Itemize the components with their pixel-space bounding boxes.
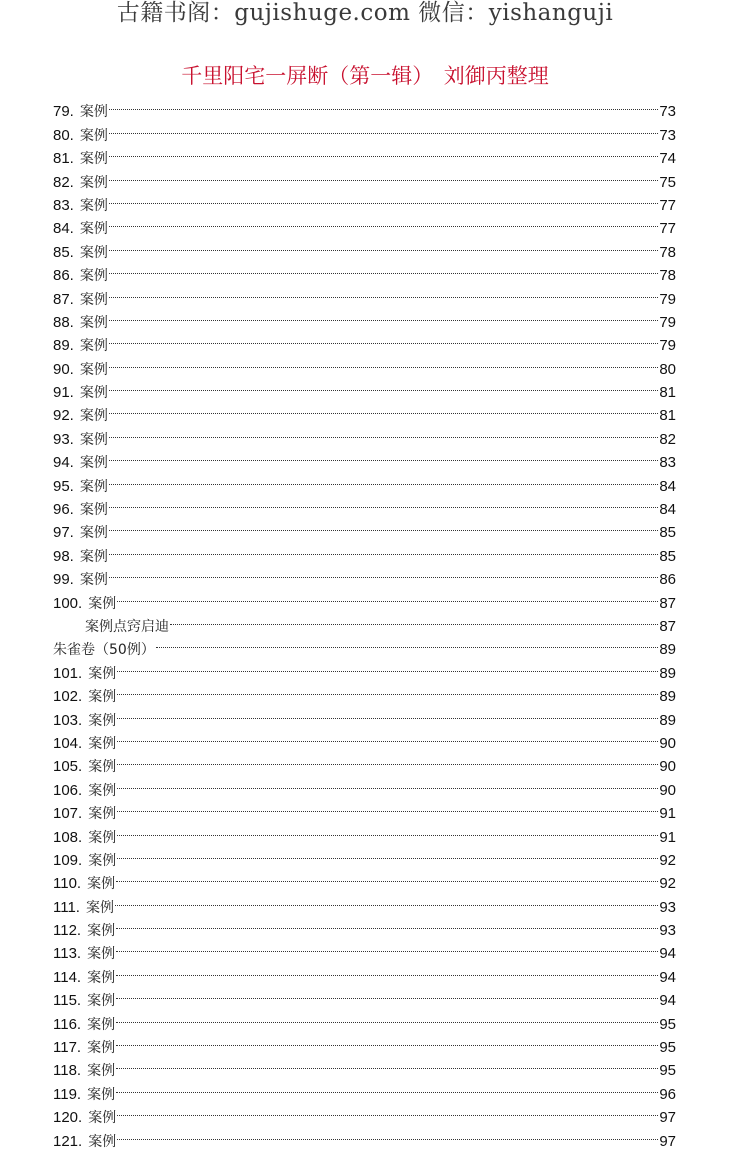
toc-entry-label: 案例 <box>87 876 116 893</box>
toc-entry-number: 100. <box>53 594 83 612</box>
toc-entry[interactable] <box>53 1122 676 1150</box>
toc-entry[interactable] <box>53 350 676 378</box>
toc-entry-number: 86. <box>53 267 74 285</box>
toc-entry-label: 案例 <box>79 361 108 378</box>
toc-entry-number: 118. <box>53 1062 82 1080</box>
toc-entry-number: 85. <box>53 243 74 261</box>
toc-entry-page: 74 <box>659 150 676 168</box>
dot-leader <box>156 631 658 654</box>
dot-leader <box>116 1029 658 1052</box>
dot-leader <box>117 748 658 771</box>
toc-entry-number: 111. <box>53 898 80 916</box>
dot-leader <box>116 1005 658 1028</box>
dot-leader <box>109 257 658 280</box>
dot-leader <box>170 608 658 631</box>
toc-entry-page: 75 <box>659 173 676 191</box>
toc-entry-page: 73 <box>659 103 676 121</box>
toc-entry-page: 89 <box>659 641 676 659</box>
toc-entry[interactable] <box>53 420 676 448</box>
dot-leader <box>117 1122 658 1145</box>
toc-entry-page: 90 <box>659 734 676 752</box>
toc-entry[interactable] <box>53 912 676 940</box>
toc-entry-page: 94 <box>659 968 676 986</box>
toc-entry-page: 93 <box>659 898 676 916</box>
toc-entry-label: 案例 <box>88 1110 117 1127</box>
dot-leader <box>117 654 658 677</box>
toc-entry[interactable] <box>53 491 676 519</box>
toc-entry-page: 79 <box>659 337 676 355</box>
toc-entry-page: 81 <box>659 384 676 402</box>
dot-leader <box>117 842 658 865</box>
toc-entry[interactable] <box>53 514 676 542</box>
toc-entry[interactable] <box>53 561 676 589</box>
toc-entry-number: 82. <box>53 173 74 191</box>
toc-entry[interactable] <box>53 374 676 402</box>
toc-entry-number: 110. <box>53 875 82 893</box>
toc-entry-label: 案例 <box>79 174 108 191</box>
toc-entry-page: 86 <box>659 571 676 589</box>
toc-entry-page: 89 <box>659 688 676 706</box>
toc-entry-label: 案例 <box>88 712 117 729</box>
toc-entry-label: 案例 <box>87 946 116 963</box>
dot-leader <box>109 304 658 327</box>
toc-entry[interactable] <box>53 958 676 986</box>
toc-entry-label: 案例 <box>87 969 116 986</box>
toc-entry[interactable] <box>53 187 676 214</box>
toc-entry-page: 87 <box>659 594 676 612</box>
toc-entry-number: 116. <box>53 1015 82 1033</box>
toc-entry-number: 94. <box>53 454 74 472</box>
toc-entry-label: 案例 <box>87 1063 116 1080</box>
dot-leader <box>116 982 658 1005</box>
toc-entry-number: 97. <box>53 524 74 542</box>
dot-leader <box>109 116 658 139</box>
toc-entry[interactable] <box>53 1052 676 1080</box>
toc-entry-page: 73 <box>659 126 676 144</box>
toc-entry-label: 案例 <box>79 314 108 331</box>
dot-leader <box>116 1052 658 1075</box>
toc-entry[interactable] <box>53 654 676 682</box>
toc-entry[interactable] <box>53 116 676 144</box>
toc-entry-page: 97 <box>659 1132 676 1150</box>
toc-entry-label: 案例 <box>79 548 108 565</box>
toc-entry-number: 98. <box>53 547 74 565</box>
dot-leader <box>109 280 658 303</box>
toc-entry[interactable] <box>53 1029 676 1057</box>
toc-entry-number: 96. <box>53 501 74 519</box>
toc-entry-label: 案例 <box>88 829 117 846</box>
toc-entry-number: 101. <box>53 664 83 682</box>
toc-entry-page: 81 <box>659 407 676 425</box>
toc-entry-number: 87. <box>53 290 74 308</box>
page-title: 千里阳宅一屏断（第一辑） 刘御丙整理 <box>181 64 549 88</box>
toc-entry-page: 77 <box>659 196 676 214</box>
toc-entry-page: 91 <box>659 828 676 846</box>
toc-entry-number: 92. <box>53 407 74 425</box>
toc-entry-page: 79 <box>659 313 676 331</box>
dot-leader <box>117 795 658 818</box>
toc-entry-number: 106. <box>53 781 83 799</box>
toc-entry-label: 案例 <box>88 735 117 752</box>
toc-entry-page: 80 <box>659 360 676 378</box>
toc-entry[interactable] <box>53 1099 676 1127</box>
dot-leader <box>109 491 658 514</box>
toc-entry-number: 109. <box>53 851 83 869</box>
toc-entry-label: 案例 <box>88 665 117 682</box>
toc-entry-number: 108. <box>53 828 83 846</box>
dot-leader <box>109 444 658 467</box>
toc-entry[interactable] <box>53 935 676 963</box>
dot-leader <box>109 537 658 560</box>
toc-entry-number: 117. <box>53 1039 82 1057</box>
toc-entry-number: 103. <box>53 711 83 729</box>
dot-leader <box>109 187 658 210</box>
toc-entry[interactable] <box>53 1005 676 1033</box>
dot-leader <box>109 561 658 584</box>
toc-entry-label: 案例 <box>88 595 117 612</box>
toc-entry-page: 84 <box>659 477 676 495</box>
dot-leader <box>109 140 658 163</box>
toc-entry[interactable] <box>53 140 676 168</box>
dot-leader <box>109 210 658 233</box>
dot-leader <box>116 935 658 958</box>
toc-entry-page: 77 <box>659 220 676 238</box>
dot-leader <box>115 888 658 911</box>
toc-entry-number: 102. <box>53 688 83 706</box>
toc-entry-page: 95 <box>659 1039 676 1057</box>
toc-entry-page: 97 <box>659 1109 676 1127</box>
toc-entry-label: 案例 <box>79 478 108 495</box>
toc-entry-page: 94 <box>659 945 676 963</box>
toc-entry-label: 案例 <box>87 1086 116 1103</box>
toc-entry-number: 119. <box>53 1085 82 1103</box>
table-of-contents <box>53 93 676 1150</box>
dot-leader <box>116 912 658 935</box>
dot-leader <box>117 678 658 701</box>
toc-entry-page: 85 <box>659 547 676 565</box>
toc-entry-label: 案例 <box>79 127 108 144</box>
toc-entry-number: 105. <box>53 758 83 776</box>
toc-entry-number: 95. <box>53 477 74 495</box>
toc-entry[interactable] <box>53 210 676 238</box>
toc-entry-number: 91. <box>53 384 74 402</box>
toc-entry-label: 案例 <box>79 338 108 355</box>
toc-entry-label: 案例点窍启迪 <box>85 618 169 635</box>
toc-entry-label: 案例 <box>87 993 116 1010</box>
toc-entry-page: 96 <box>659 1085 676 1103</box>
toc-entry-label: 案例 <box>88 759 117 776</box>
toc-entry-label: 案例 <box>88 806 117 823</box>
toc-entry-number: 104. <box>53 734 83 752</box>
dot-leader <box>109 233 658 256</box>
dot-leader <box>109 350 658 373</box>
toc-entry-label: 案例 <box>87 923 116 940</box>
toc-entry-page: 91 <box>659 805 676 823</box>
toc-entry[interactable] <box>53 865 676 893</box>
dot-leader <box>109 163 658 186</box>
toc-entry-label: 案例 <box>79 385 108 402</box>
toc-entry-label: 案例 <box>79 291 108 308</box>
toc-entry[interactable] <box>53 584 676 612</box>
toc-entry[interactable] <box>53 842 676 869</box>
toc-entry-page: 85 <box>659 524 676 542</box>
toc-entry-page: 92 <box>659 851 676 869</box>
toc-entry-number: 88. <box>53 313 74 331</box>
toc-entry-label: 案例 <box>79 244 108 261</box>
toc-entry-page: 93 <box>659 922 676 940</box>
toc-entry-label: 案例 <box>88 782 117 799</box>
toc-entry-label: 案例 <box>79 502 108 519</box>
toc-entry[interactable] <box>53 537 676 565</box>
toc-entry-label: 案例 <box>79 221 108 238</box>
toc-entry[interactable] <box>53 1075 676 1103</box>
toc-entry-page: 90 <box>659 781 676 799</box>
toc-entry-page: 78 <box>659 267 676 285</box>
toc-entry-number: 81. <box>53 150 74 168</box>
toc-entry-number: 84. <box>53 220 74 238</box>
dot-leader <box>116 958 658 981</box>
toc-entry[interactable] <box>53 725 676 752</box>
toc-entry-number: 115. <box>53 992 82 1010</box>
toc-entry[interactable] <box>53 608 676 635</box>
watermark-header: 古籍书阁：gujishuge.com 微信：yishanguji <box>116 0 614 26</box>
dot-leader <box>109 374 658 397</box>
dot-leader <box>109 467 658 490</box>
toc-entry[interactable] <box>53 748 676 776</box>
toc-entry-number: 113. <box>53 945 82 963</box>
dot-leader <box>109 514 658 537</box>
toc-entry[interactable] <box>53 701 676 729</box>
toc-entry-label: 案例 <box>79 197 108 214</box>
toc-entry-page: 95 <box>659 1062 676 1080</box>
dot-leader <box>117 701 658 724</box>
toc-entry[interactable] <box>53 818 676 846</box>
toc-entry[interactable] <box>53 327 676 355</box>
toc-entry[interactable] <box>53 444 676 472</box>
toc-entry-page: 94 <box>659 992 676 1010</box>
toc-entry-page: 78 <box>659 243 676 261</box>
toc-entry-number: 112. <box>53 922 82 940</box>
toc-entry-label: 案例 <box>87 1040 116 1057</box>
toc-entry-label: 案例 <box>88 1133 117 1150</box>
dot-leader <box>117 1099 658 1122</box>
toc-entry-page: 90 <box>659 758 676 776</box>
toc-entry[interactable] <box>53 233 676 261</box>
dot-leader <box>109 420 658 443</box>
toc-entry-label: 案例 <box>79 104 108 121</box>
dot-leader <box>117 771 658 794</box>
toc-entry[interactable] <box>53 888 676 916</box>
toc-entry-page: 83 <box>659 454 676 472</box>
toc-entry-label: 案例 <box>88 689 117 706</box>
toc-entry-label: 案例 <box>79 455 108 472</box>
toc-entry-page: 95 <box>659 1015 676 1033</box>
toc-entry[interactable] <box>53 397 676 425</box>
toc-entry[interactable] <box>53 304 676 331</box>
toc-entry-number: 107. <box>53 805 83 823</box>
toc-entry-number: 120. <box>53 1109 83 1127</box>
toc-entry-label: 案例 <box>85 899 114 916</box>
toc-entry-label: 案例 <box>79 151 108 168</box>
toc-entry-number: 79. <box>53 103 74 121</box>
toc-entry[interactable] <box>53 257 676 285</box>
toc-entry-label: 案例 <box>79 408 108 425</box>
toc-entry-number: 99. <box>53 571 74 589</box>
toc-entry-page: 89 <box>659 664 676 682</box>
toc-entry-page: 89 <box>659 711 676 729</box>
toc-entry-label: 案例 <box>79 268 108 285</box>
toc-entry-number: 114. <box>53 968 82 986</box>
toc-entry-number: 83. <box>53 196 74 214</box>
toc-entry-label: 案例 <box>79 431 108 448</box>
toc-entry[interactable] <box>53 795 676 823</box>
toc-entry-label: 案例 <box>87 1016 116 1033</box>
dot-leader <box>109 93 658 116</box>
toc-entry[interactable] <box>53 467 676 495</box>
toc-entry-number: 90. <box>53 360 74 378</box>
toc-entry-number: 93. <box>53 430 74 448</box>
toc-entry-label: 朱雀卷（50例） <box>53 642 155 659</box>
dot-leader <box>109 327 658 350</box>
toc-entry-page: 87 <box>659 617 676 635</box>
toc-entry[interactable] <box>53 771 676 799</box>
toc-entry-label: 案例 <box>88 852 117 869</box>
toc-entry[interactable] <box>53 93 676 121</box>
toc-entry[interactable] <box>53 280 676 308</box>
dot-leader <box>117 584 658 607</box>
toc-entry-label: 案例 <box>79 572 108 589</box>
toc-entry-page: 79 <box>659 290 676 308</box>
toc-entry[interactable] <box>53 982 676 1010</box>
toc-entry[interactable] <box>53 678 676 706</box>
toc-entry-page: 84 <box>659 501 676 519</box>
dot-leader <box>116 1075 658 1098</box>
toc-entry-page: 82 <box>659 430 676 448</box>
dot-leader <box>117 725 658 748</box>
dot-leader <box>117 818 658 841</box>
toc-entry[interactable] <box>53 163 676 191</box>
toc-entry-label: 案例 <box>79 525 108 542</box>
toc-entry-page: 92 <box>659 875 676 893</box>
toc-entry-number: 80. <box>53 126 74 144</box>
toc-entry-number: 89. <box>53 337 74 355</box>
toc-entry-number: 121. <box>53 1132 83 1150</box>
dot-leader <box>109 397 658 420</box>
dot-leader <box>116 865 658 888</box>
